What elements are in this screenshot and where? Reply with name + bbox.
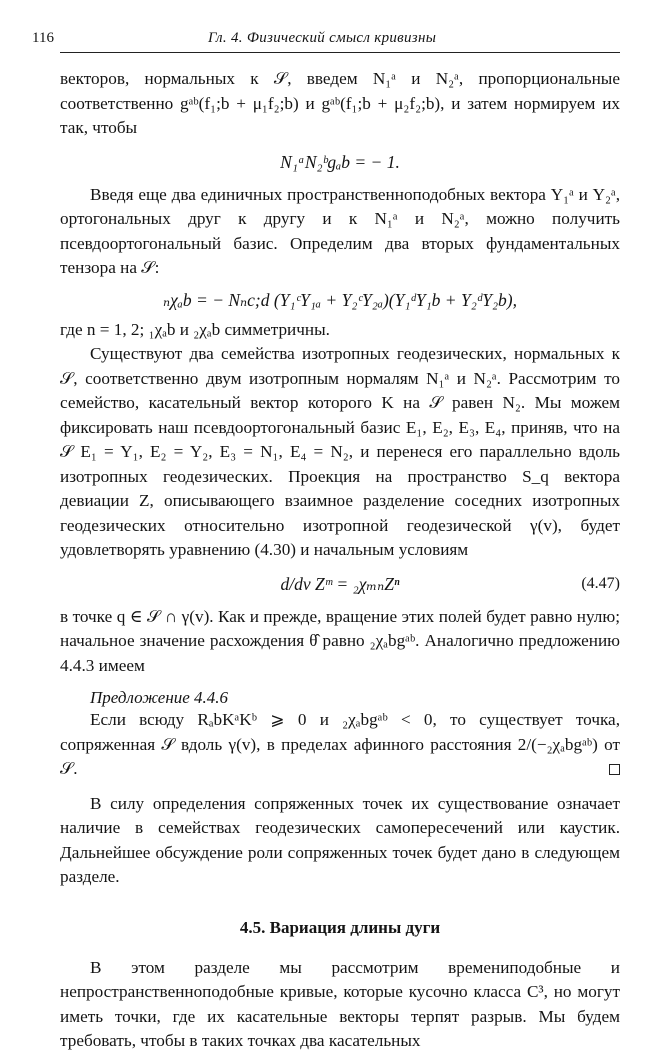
page-header bbox=[32, 22, 620, 53]
paragraph-conjugate-points: В силу определения сопряженных точек их существование означает наличие в семействах геодезических самопересечений или каустик. Дальнейшее обсуждение роли сопряженных точек будет дано в следующем разделе. bbox=[60, 793, 620, 886]
qed-icon bbox=[609, 764, 620, 775]
paragraph-symmetric: где n = 1, 2; ₁χₐb и ₂χₐb симметричны. bbox=[60, 319, 330, 339]
proposition-text bbox=[60, 708, 620, 782]
paragraph-normals: векторов, нормальных к 𝒮, введем N₁ᵃ и N₂ᵃ, пропорциональные соответственно gᵃᵇ(f₁;b + μ₁f₂;b) и gᵃᵇ(f₁;b + μ₂f₂;b), и затем нормируем их так, чтобы bbox=[60, 69, 620, 137]
equation-number: (4.47) bbox=[581, 574, 620, 592]
equation-normalization: N₁ᵃN₂ᵇgₐb = − 1. bbox=[280, 151, 400, 172]
equation-second-fundamental-tensor: ₙχₐb = − Nₙc;d (Y₁ᶜY₁ₐ + Y₂ᶜY₂ₐ)(Y₁ᵈY₁b + Y₂ᵈY₂b), bbox=[162, 289, 517, 310]
proposition-title: Предложение 4.4.6 bbox=[90, 688, 229, 707]
paragraph-initial-conditions: в точке q ∈ 𝒮 ∩ γ(v). Как и прежде, вращение этих полей будет равно нулю; начальное значение расхождения θ̂ равно ₂χₐbgᵃᵇ. Аналогично предложению 4.4.3 имеем bbox=[60, 606, 620, 675]
book-page bbox=[32, 22, 620, 1054]
page-number: 116 bbox=[32, 30, 54, 46]
section-title: 4.5. Вариация длины дуги bbox=[239, 917, 441, 937]
proposition-text-body: Если всюду RₐbKᵃKᵇ ⩾ 0 и ₂χₐbgᵃᵇ < 0, то существует точка, сопряженная 𝒮 вдоль γ(v), в пределах афинного расстояния 2/(−₂χₐbgᵃᵇ) от 𝒮. bbox=[60, 710, 620, 778]
paragraph-section-intro: В этом разделе мы рассмотрим времениподобные и непространственноподобные кривые, которые кусочно класса C³, но могут иметь точки, где их касательные векторы терпят разрыв. Мы будем требовать, чтобы в таких точках два касательных bbox=[60, 957, 620, 1050]
paragraph-families: Существуют два семейства изотропных геодезических, нормальных к 𝒮, соответственно двум изотропным нормалям N₁ᵃ и N₂ᵃ. Рассмотрим то семейство, касательный вектор которого K на 𝒮 равен N₂. Мы можем фиксировать наш псевдоортогональный базис E₁, E₂, E₃, E₄, приняв, что на 𝒮 E₁ = Y₁, E₂ = Y₂, E₃ = N₁, E₄ = N₂, и перенеся его параллельно вдоль изотропных геодезических. Проекция на пространство S_q вектора девиации Z, описывающего взаимное разделение соседних изотропных геодезических относительно изотропной геодезической γ(v), будет удовлетворять уравнению (4.30) и начальным условиям bbox=[60, 344, 620, 559]
equation-4-47-body: d/dv Zᵐ = ₂χₘₙZⁿ bbox=[280, 573, 400, 594]
running-title: Гл. 4. Физический смысл кривизны bbox=[208, 30, 437, 46]
equation-4-47 bbox=[60, 571, 620, 597]
paragraph-basis: Введя еще два единичных пространственноподобных вектора Y₁ᵃ и Y₂ᵃ, ортогональных друг к другу и к N₁ᵃ и N₂ᵃ, можно получить псевдоортогональный базис. Определим два вторых фундаментальных тензора на 𝒮: bbox=[60, 184, 620, 277]
